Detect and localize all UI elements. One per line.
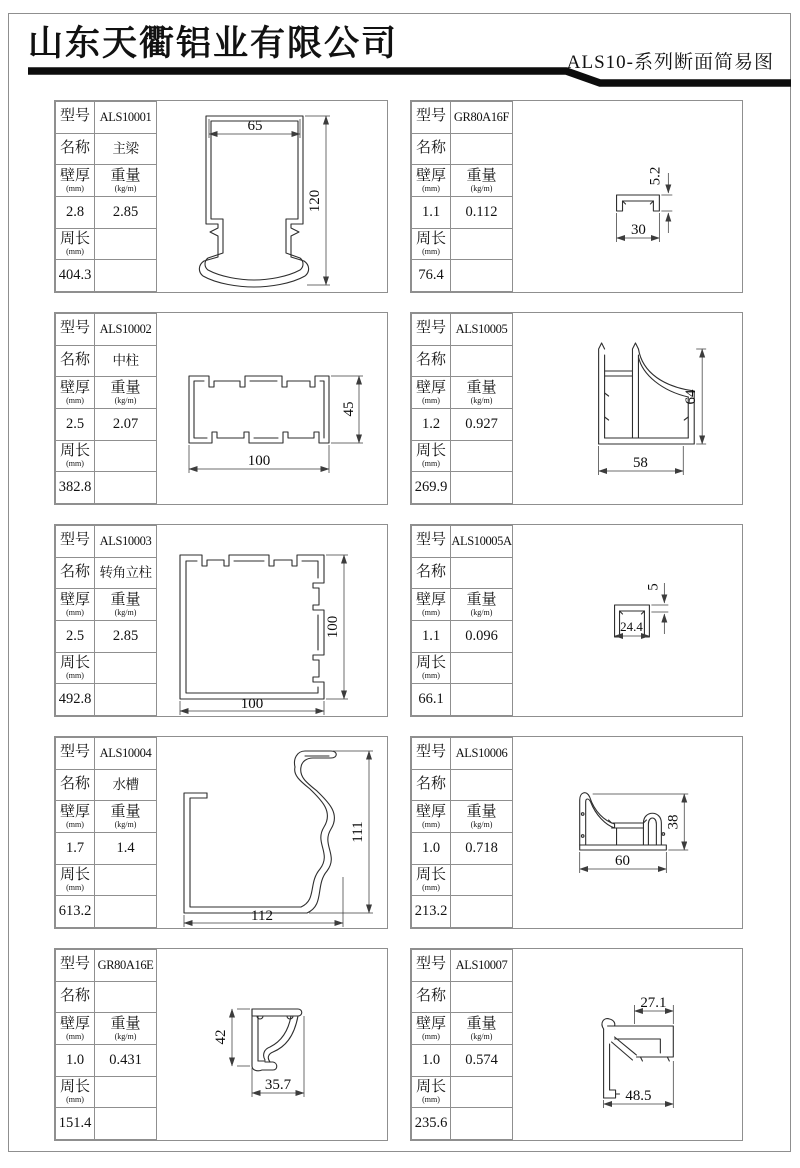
profile-card-als10002 <box>54 312 388 505</box>
empty-cell <box>451 896 513 928</box>
drawing-area <box>513 101 742 292</box>
thickness-unit: (mm) <box>422 607 440 617</box>
profile-drawing-als10003 <box>157 525 387 716</box>
dimension-label: 38 <box>665 814 682 830</box>
dimension-lines <box>615 583 669 636</box>
model-value: GR80A16E <box>95 950 157 982</box>
model-label: 型号 <box>412 738 451 770</box>
perimeter-label: 周长 (mm) <box>56 228 95 260</box>
thickness-label: 壁厚 (mm) <box>412 589 451 621</box>
thickness-label: 壁厚 (mm) <box>56 589 95 621</box>
perimeter-label: 周长 (mm) <box>56 1076 95 1108</box>
dimension-lines <box>189 376 363 473</box>
thickness-unit: (mm) <box>422 819 440 829</box>
empty-cell <box>451 472 513 504</box>
dimension-lines <box>599 349 707 475</box>
empty-cell <box>95 440 157 472</box>
weight-unit: (kg/m) <box>470 607 493 617</box>
profile-card-gr80a16e <box>54 948 388 1141</box>
profile-outline <box>180 555 324 699</box>
name-label: 名称 <box>56 769 95 801</box>
weight-label: 重量 (kg/m) <box>451 377 513 409</box>
thickness-value: 1.1 <box>412 196 451 228</box>
empty-cell <box>451 1076 513 1108</box>
perimeter-unit: (mm) <box>422 458 440 468</box>
dimension-label: 60 <box>615 852 630 870</box>
profile-drawing-als10001 <box>157 101 387 292</box>
thickness-unit: (mm) <box>66 819 84 829</box>
thickness-label: 壁厚 (mm) <box>56 377 95 409</box>
weight-unit: (kg/m) <box>470 395 493 405</box>
name-value <box>95 981 157 1013</box>
perimeter-value: 235.6 <box>412 1108 451 1140</box>
dimension-lines <box>209 116 330 285</box>
weight-value: 2.85 <box>95 620 157 652</box>
dimension-label: 48.5 <box>625 1087 652 1105</box>
thickness-value: 2.8 <box>56 196 95 228</box>
profile-card-als10006 <box>410 736 743 929</box>
perimeter-value: 492.8 <box>56 684 95 716</box>
drawing-area <box>513 949 742 1140</box>
empty-cell <box>95 1108 157 1140</box>
drawing-area <box>157 313 387 504</box>
profile-outline <box>252 1009 302 1071</box>
drawing-area <box>513 313 742 504</box>
empty-cell <box>451 864 513 896</box>
model-value: ALS10004 <box>95 738 157 770</box>
name-label: 名称 <box>412 981 451 1013</box>
weight-label: 重量 (kg/m) <box>451 1013 513 1045</box>
profile-drawing-gr80a16f <box>513 101 742 292</box>
weight-value: 2.07 <box>95 408 157 440</box>
name-label: 名称 <box>56 981 95 1013</box>
dimension-label: 42 <box>213 1029 229 1045</box>
profile-card-als10005a <box>410 524 743 717</box>
model-value: ALS10001 <box>95 102 157 134</box>
weight-unit: (kg/m) <box>114 395 137 405</box>
drawing-area <box>157 525 387 716</box>
profile-outline <box>199 116 308 287</box>
model-label: 型号 <box>412 526 451 558</box>
dimension-lines <box>180 555 348 715</box>
empty-cell <box>95 864 157 896</box>
perimeter-unit: (mm) <box>66 882 84 892</box>
weight-label: 重量 (kg/m) <box>95 801 157 833</box>
model-label: 型号 <box>56 102 95 134</box>
empty-cell <box>451 260 513 292</box>
perimeter-unit: (mm) <box>66 246 84 256</box>
dimension-label: 112 <box>251 908 273 924</box>
model-value: ALS10005A <box>451 526 513 558</box>
spec-table <box>55 313 157 504</box>
dimension-lines <box>184 751 373 927</box>
weight-unit: (kg/m) <box>470 819 493 829</box>
dimension-lines <box>617 167 673 242</box>
dimension-label: 100 <box>240 696 264 712</box>
profile-outline <box>184 751 336 913</box>
name-value <box>451 557 513 589</box>
model-label: 型号 <box>56 526 95 558</box>
company-title: 山东天衢铝业有限公司 <box>28 24 399 63</box>
name-value: 转角立柱 <box>95 557 157 589</box>
spec-table <box>55 949 157 1140</box>
empty-cell <box>95 472 157 504</box>
thickness-label: 壁厚 (mm) <box>412 165 451 197</box>
name-value: 主梁 <box>95 133 157 165</box>
thickness-unit: (mm) <box>422 183 440 193</box>
perimeter-unit: (mm) <box>422 246 440 256</box>
name-value <box>451 981 513 1013</box>
perimeter-value: 404.3 <box>56 260 95 292</box>
weight-value: 0.927 <box>451 408 513 440</box>
profile-outline <box>599 343 695 444</box>
model-label: 型号 <box>56 314 95 346</box>
weight-label: 重量 (kg/m) <box>451 589 513 621</box>
dimension-label: 5.2 <box>647 166 664 186</box>
dimension-label: 64 <box>683 389 700 405</box>
model-value: ALS10005 <box>451 314 513 346</box>
dimension-label: 58 <box>632 454 648 472</box>
weight-label: 重量 (kg/m) <box>451 801 513 833</box>
thickness-unit: (mm) <box>66 183 84 193</box>
name-label: 名称 <box>412 557 451 589</box>
weight-unit: (kg/m) <box>114 819 137 829</box>
thickness-unit: (mm) <box>422 1031 440 1041</box>
perimeter-unit: (mm) <box>422 670 440 680</box>
model-value: ALS10002 <box>95 314 157 346</box>
profile-drawing-als10006 <box>513 737 742 928</box>
thickness-value: 1.0 <box>412 832 451 864</box>
name-label: 名称 <box>56 557 95 589</box>
spec-table <box>411 313 513 504</box>
thickness-label: 壁厚 (mm) <box>56 801 95 833</box>
model-value: GR80A16F <box>451 102 513 134</box>
dimension-label: 120 <box>307 189 323 213</box>
spec-table <box>55 101 157 292</box>
model-label: 型号 <box>412 950 451 982</box>
weight-label: 重量 (kg/m) <box>95 589 157 621</box>
profile-outline <box>617 195 660 211</box>
empty-cell <box>95 896 157 928</box>
thickness-value: 1.0 <box>412 1044 451 1076</box>
name-value: 中柱 <box>95 345 157 377</box>
drawing-area <box>157 101 387 292</box>
weight-unit: (kg/m) <box>470 183 493 193</box>
drawing-area <box>157 737 387 928</box>
weight-label: 重量 (kg/m) <box>95 377 157 409</box>
drawing-area <box>157 949 387 1140</box>
model-value: ALS10007 <box>451 950 513 982</box>
perimeter-label: 周长 (mm) <box>412 864 451 896</box>
dimension-label: 45 <box>341 401 357 417</box>
perimeter-label: 周长 (mm) <box>412 440 451 472</box>
perimeter-label: 周长 (mm) <box>56 652 95 684</box>
dimension-label: 65 <box>247 118 263 134</box>
weight-value: 2.85 <box>95 196 157 228</box>
empty-cell <box>451 228 513 260</box>
perimeter-unit: (mm) <box>66 458 84 468</box>
spec-table <box>411 949 513 1140</box>
perimeter-label: 周长 (mm) <box>412 228 451 260</box>
dimension-label: 35.7 <box>264 1077 292 1093</box>
profile-card-als10004 <box>54 736 388 929</box>
model-value: ALS10006 <box>451 738 513 770</box>
perimeter-value: 382.8 <box>56 472 95 504</box>
profile-drawing-als10005a <box>513 525 742 716</box>
profile-drawing-als10004 <box>157 737 387 928</box>
name-label: 名称 <box>56 133 95 165</box>
name-value: 水槽 <box>95 769 157 801</box>
dimension-label: 5 <box>645 583 662 591</box>
weight-value: 0.718 <box>451 832 513 864</box>
thickness-value: 2.5 <box>56 408 95 440</box>
spec-table <box>411 737 513 928</box>
weight-label: 重量 (kg/m) <box>95 1013 157 1045</box>
perimeter-label: 周长 (mm) <box>56 440 95 472</box>
perimeter-value: 76.4 <box>412 260 451 292</box>
dimension-label: 24.4 <box>620 618 643 635</box>
perimeter-unit: (mm) <box>66 1094 84 1104</box>
empty-cell <box>451 440 513 472</box>
model-label: 型号 <box>56 738 95 770</box>
profile-outline <box>580 793 667 850</box>
profile-drawing-als10002 <box>157 313 387 504</box>
dimension-label: 30 <box>630 221 646 239</box>
thickness-value: 2.5 <box>56 620 95 652</box>
spec-table <box>411 101 513 292</box>
name-label: 名称 <box>412 769 451 801</box>
dimension-label: 27.1 <box>640 994 667 1012</box>
thickness-unit: (mm) <box>66 607 84 617</box>
thickness-label: 壁厚 (mm) <box>412 1013 451 1045</box>
drawing-area <box>513 737 742 928</box>
weight-value: 0.112 <box>451 196 513 228</box>
thickness-value: 1.2 <box>412 408 451 440</box>
empty-cell <box>95 228 157 260</box>
perimeter-label: 周长 (mm) <box>412 652 451 684</box>
weight-value: 0.431 <box>95 1044 157 1076</box>
perimeter-value: 269.9 <box>412 472 451 504</box>
profile-drawing-als10005 <box>513 313 742 504</box>
name-label: 名称 <box>412 345 451 377</box>
profile-drawing-als10007 <box>513 949 742 1140</box>
weight-unit: (kg/m) <box>470 1031 493 1041</box>
dimension-label: 111 <box>350 821 366 843</box>
thickness-value: 1.1 <box>412 620 451 652</box>
model-value: ALS10003 <box>95 526 157 558</box>
empty-cell <box>451 1108 513 1140</box>
perimeter-value: 213.2 <box>412 896 451 928</box>
thickness-unit: (mm) <box>66 395 84 405</box>
weight-label: 重量 (kg/m) <box>95 165 157 197</box>
profile-card-als10005 <box>410 312 743 505</box>
perimeter-label: 周长 (mm) <box>56 864 95 896</box>
thickness-value: 1.7 <box>56 832 95 864</box>
spec-table <box>55 737 157 928</box>
empty-cell <box>451 652 513 684</box>
dimension-lines <box>604 995 674 1108</box>
thickness-label: 壁厚 (mm) <box>412 377 451 409</box>
dimension-lines <box>580 794 689 873</box>
profile-card-als10001 <box>54 100 388 293</box>
model-label: 型号 <box>56 950 95 982</box>
empty-cell <box>95 684 157 716</box>
weight-unit: (kg/m) <box>114 1031 137 1041</box>
sheet-subtitle: ALS10-系列断面简易图 <box>566 52 774 73</box>
thickness-label: 壁厚 (mm) <box>412 801 451 833</box>
thickness-unit: (mm) <box>66 1031 84 1041</box>
profile-drawing-gr80a16e <box>157 949 387 1140</box>
perimeter-unit: (mm) <box>422 882 440 892</box>
perimeter-label: 周长 (mm) <box>412 1076 451 1108</box>
name-value <box>451 133 513 165</box>
perimeter-value: 151.4 <box>56 1108 95 1140</box>
profile-card-gr80a16f <box>410 100 743 293</box>
drawing-area <box>513 525 742 716</box>
model-label: 型号 <box>412 102 451 134</box>
perimeter-unit: (mm) <box>422 1094 440 1104</box>
dimension-label: 100 <box>325 615 341 639</box>
weight-value: 0.096 <box>451 620 513 652</box>
perimeter-value: 66.1 <box>412 684 451 716</box>
weight-value: 0.574 <box>451 1044 513 1076</box>
profile-outline <box>602 1019 673 1098</box>
profile-outline <box>189 376 329 443</box>
name-value <box>451 345 513 377</box>
spec-table <box>55 525 157 716</box>
name-value <box>451 769 513 801</box>
thickness-value: 1.0 <box>56 1044 95 1076</box>
header-divider-rule <box>0 0 800 100</box>
dimension-label: 100 <box>247 453 271 469</box>
empty-cell <box>95 260 157 292</box>
weight-value: 1.4 <box>95 832 157 864</box>
name-label: 名称 <box>56 345 95 377</box>
name-label: 名称 <box>412 133 451 165</box>
model-label: 型号 <box>412 314 451 346</box>
thickness-label: 壁厚 (mm) <box>56 165 95 197</box>
profile-card-als10003 <box>54 524 388 717</box>
weight-label: 重量 (kg/m) <box>451 165 513 197</box>
perimeter-value: 613.2 <box>56 896 95 928</box>
profile-grid <box>54 100 743 1141</box>
empty-cell <box>95 1076 157 1108</box>
spec-table <box>411 525 513 716</box>
perimeter-unit: (mm) <box>66 670 84 680</box>
weight-unit: (kg/m) <box>114 183 137 193</box>
weight-unit: (kg/m) <box>114 607 137 617</box>
empty-cell <box>451 684 513 716</box>
empty-cell <box>95 652 157 684</box>
profile-card-als10007 <box>410 948 743 1141</box>
thickness-unit: (mm) <box>422 395 440 405</box>
thickness-label: 壁厚 (mm) <box>56 1013 95 1045</box>
